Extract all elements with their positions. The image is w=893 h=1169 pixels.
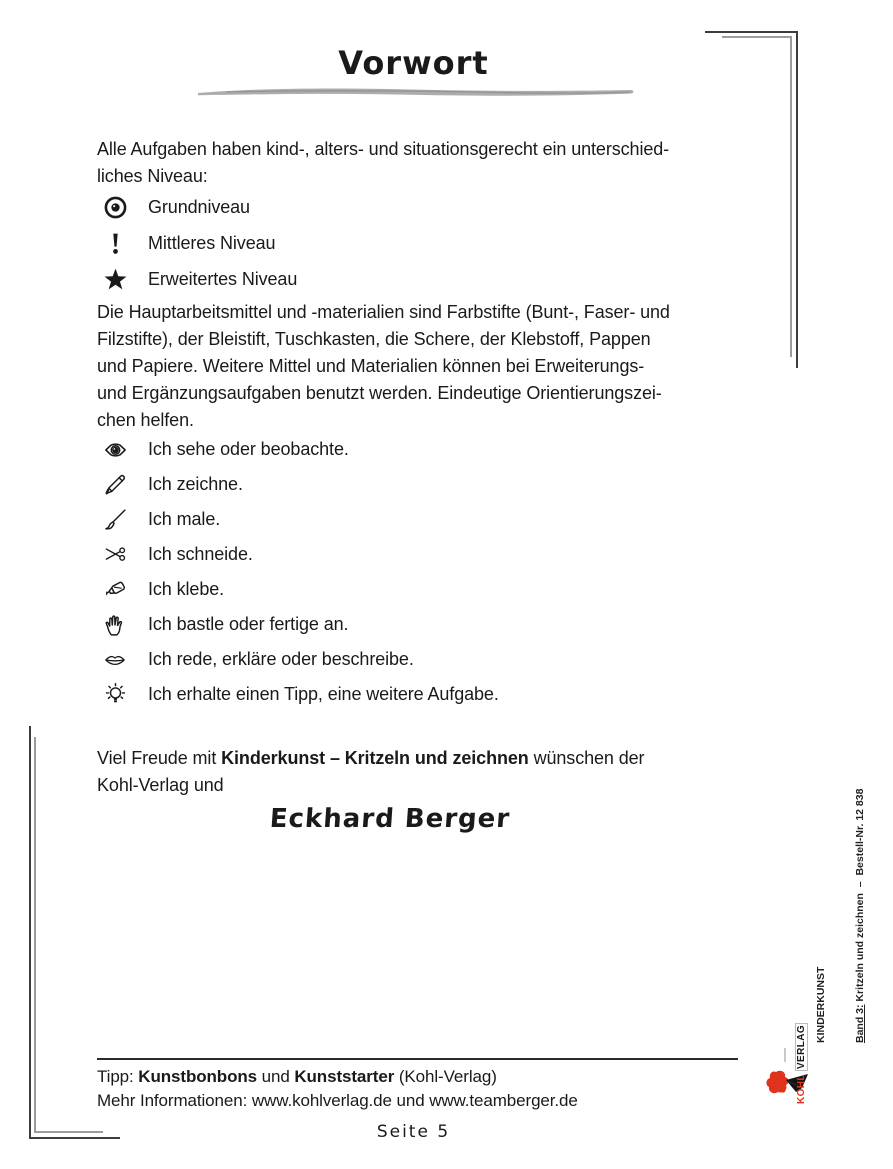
closing-paragraph [97,745,644,799]
level-row-grundniveau [97,189,297,225]
activity-row-malen [97,502,499,537]
sidebar-edition-info [789,789,893,1043]
closing-text: Viel Freude mit [97,748,222,768]
sidebar-band-title: Kritzeln und zeichnen [854,893,866,1005]
corner-mark-bottom-left-gray-v [34,737,36,1131]
materials-line: chen helfen. [97,410,194,430]
activity-row-zeichnen [97,467,499,502]
level-row-mittleres-niveau [97,225,297,261]
sidebar-order-number: Bestell-Nr. 12 838 [854,788,866,876]
sidebar-separator: – [854,875,866,894]
corner-mark-top-right-dark-h [705,31,798,33]
scissors-icon [100,541,130,569]
pencil-icon [100,471,130,499]
intro-paragraph [97,136,669,190]
footer-divider [97,1058,738,1060]
corner-mark-top-right-gray-v [790,36,792,357]
corner-mark-top-right-gray-h [722,36,792,38]
paintbrush-icon [100,506,130,534]
star-icon [100,265,130,293]
footer-book-kunstbonbons: Kunstbonbons [138,1067,258,1086]
activity-label: Ich schneide. [148,544,253,564]
materials-line: Filzstifte), der Bleistift, Tuschkasten, die Schere, der Klebstoff, Pappen [97,329,651,349]
level-list [97,189,297,297]
logo-brand-text [796,1023,807,1104]
level-label: Grundniveau [148,196,250,217]
materials-line: und Papiere. Weitere Mittel und Materialien können bei Erweiterungs- [97,356,645,376]
intro-line: Alle Aufgaben haben kind-, alters- und situationsgerecht ein unterschied- [97,139,670,159]
corner-mark-bottom-left-dark-v [29,726,31,1139]
logo-brand-kohl: KOHL [796,1074,807,1104]
activity-label: Ich sehe oder beobachte. [148,439,349,459]
kohl-verlag-logo [760,1024,822,1124]
footer-tip-label: Tipp: [97,1067,139,1086]
materials-paragraph [97,299,670,434]
eye-icon [100,436,130,464]
footer-text: (Kohl-Verlag) [394,1067,497,1086]
closing-text: wünschen der [528,748,645,768]
activity-row-schneiden [97,537,499,572]
closing-line-1 [97,745,644,772]
activity-row-basteln [97,607,499,642]
sidebar-band-number: Band 3: [854,1004,866,1043]
mouth-icon [100,646,130,674]
footer-text: und [257,1067,295,1086]
footer-tip-line [97,1067,497,1087]
activity-row-sehen [97,432,499,467]
activity-row-tipp [97,677,499,712]
activity-label: Ich zeichne. [148,474,243,494]
activity-row-kleben [97,572,499,607]
footer-info-line: Mehr Informationen: www.kohlverlag.de und www.teamberger.de [97,1091,578,1110]
page-number: Seite 5 [376,1122,451,1142]
exclamation-icon [100,229,130,257]
hand-icon [100,611,130,639]
activity-label: Ich male. [148,509,221,529]
activity-label: Ich bastle oder fertige an. [148,614,349,634]
author-signature: Eckhard Berger [268,804,512,834]
level-label: Mittleres Niveau [148,232,276,253]
logo-brand-verlag: VERLAG [796,1024,807,1070]
bullseye-icon [100,193,130,221]
activity-row-reden [97,642,499,677]
level-row-erweitertes-niveau [97,261,297,297]
activity-label: Ich klebe. [148,579,225,599]
glue-icon [100,576,130,604]
activity-list [97,432,499,712]
intro-line: liches Niveau: [97,166,208,186]
brushstroke-underline [196,84,636,102]
page-title: Vorwort [338,44,489,82]
closing-book-title: Kinderkunst – Kritzeln und zeichnen [221,748,529,768]
logo-fineprint [784,1048,786,1062]
closing-line-2: Kohl-Verlag und [97,775,224,795]
sidebar-series-title: KINDERKUNST [815,966,827,1043]
level-label: Erweitertes Niveau [148,268,298,289]
activity-label: Ich rede, erkläre oder beschreibe. [148,649,414,669]
sidebar-volume-line [854,789,867,1043]
activity-label: Ich erhalte einen Tipp, eine weitere Aufgabe. [148,684,499,704]
materials-line: Die Hauptarbeitsmittel und -materialien sind Farbstifte (Bunt-, Faser- und [97,302,670,322]
footer-book-kunststarter: Kunststarter [294,1067,395,1086]
materials-line: und Ergänzungsaufgaben benutzt werden. Eindeutige Orientierungszei- [97,383,662,403]
lightbulb-icon [100,681,130,709]
